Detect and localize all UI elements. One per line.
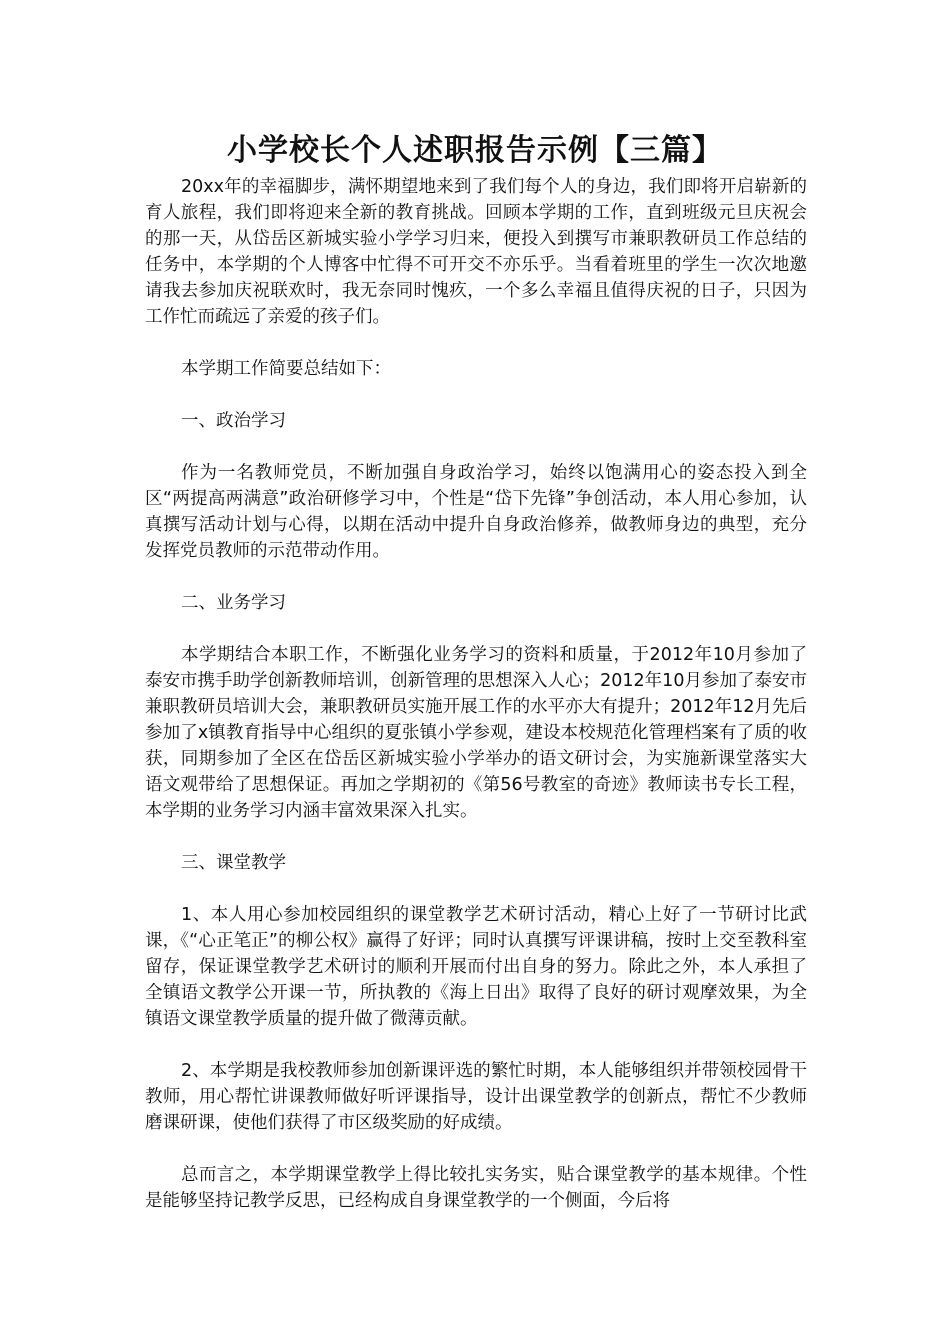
paragraph-summary-lead: 本学期工作简要总结如下： xyxy=(181,359,391,379)
section-heading-political-study: 一、政治学习 xyxy=(181,411,286,431)
document-title: 小学校长个人述职报告示例【三篇】 xyxy=(227,133,723,168)
paragraph-professional-study: 本学期结合本职工作，不断强化业务学习的资料和质量，于2012年10月参加了泰安市携手助学创新教师培训，创新管理的思想深入人心；2012年10月参加了泰安市兼职教研员培训大会，兼职教研员实施开展工作的水平亦大有提升；2012年12月先后参加了x镇教育指导中心组织的夏张镇小学参观，建设本校规范化管理档案有了质的收获，同期参加了全区在岱岳区新城实验小学举办的语文研讨会，为实施新课堂落实大语文观带给了思想保证。再加之学期初的《第56号教室的奇迹》教师读书专长工程，本学期的业务学习内涵丰富效果深入扎实。 xyxy=(145,645,807,821)
paragraph-conclusion: 总而言之，本学期课堂教学上得比较扎实务实，贴合课堂教学的基本规律。个性是能够坚持记教学反思，已经构成自身课堂教学的一个侧面，今后将 xyxy=(145,1165,807,1211)
paragraph-political-study: 作为一名教师党员，不断加强自身政治学习，始终以饱满用心的姿态投入到全区“两提高两满意”政治研修学习中，个性是“岱下先锋”争创活动，本人用心参加，认真撰写活动计划与心得，以期在活动中提升自身政治修养，做教师身边的典型，充分发挥党员教师的示范带动作用。 xyxy=(145,463,807,561)
section-heading-professional-study: 二、业务学习 xyxy=(181,593,286,613)
paragraph-intro: 20xx年的幸福脚步，满怀期望地来到了我们每个人的身边，我们即将开启崭新的育人旅程，我们即将迎来全新的教育挑战。回顾本学期的工作，直到班级元旦庆祝会的那一天，从岱岳区新城实验小学学习归来，便投入到撰写市兼职教研员工作总结的任务中，本学期的个人博客中忙得不可开交不亦乐乎。当看着班里的学生一次次地邀请我去参加庆祝联欢时，我无奈同时愧疚，一个多么幸福且值得庆祝的日子，只因为工作忙而疏远了亲爱的孩子们。 xyxy=(145,177,807,327)
paragraph-classroom-teaching-1: 1、本人用心参加校园组织的课堂教学艺术研讨活动，精心上好了一节研讨比武课，《“心正笔正”的柳公权》赢得了好评；同时认真撰写评课讲稿，按时上交至教科室留存，保证课堂教学艺术研讨的顺利开展而付出自身的努力。除此之外，本人承担了全镇语文教学公开课一节，所执教的《海上日出》取得了良好的研讨观摩效果，为全镇语文课堂教学质量的提升做了微薄贡献。 xyxy=(145,905,807,1029)
section-heading-classroom-teaching: 三、课堂教学 xyxy=(181,853,286,873)
document-body xyxy=(145,174,807,1214)
paragraph-classroom-teaching-2: 2、本学期是我校教师参加创新课评选的繁忙时期，本人能够组织并带领校园骨干教师，用心帮忙讲课教师做好听评课指导，设计出课堂教学的创新点，帮忙不少教师磨课研课，使他们获得了市区级奖励的好成绩。 xyxy=(145,1061,807,1133)
